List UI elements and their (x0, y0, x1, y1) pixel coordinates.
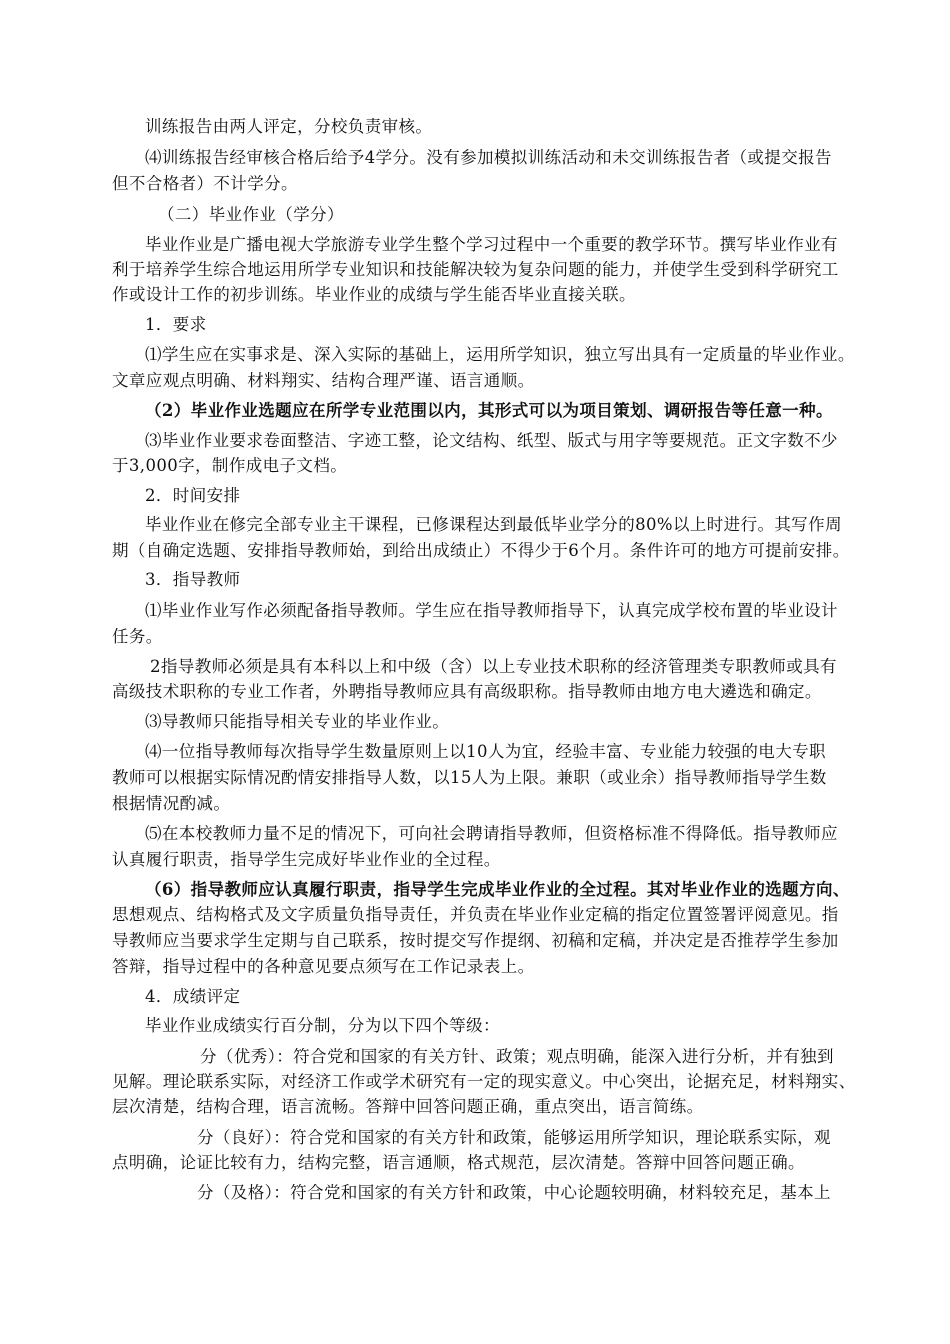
text-line: 见解。理论联系实际，对经济工作或学术研究有一定的现实意义。中心突出，论据充足，材料翔实、 (112, 1072, 856, 1091)
text-line: 分（优秀）：符合党和国家的有关方针、政策；观点明确，能深入进行分析，并有独到 (200, 1047, 834, 1066)
subsection-heading: 3．指导教师 (145, 570, 241, 589)
text-line: 于3,000字，制作成电子文档。 (112, 456, 348, 475)
section-heading: （二）毕业作业（学分） (158, 205, 344, 224)
text-line: 文章应观点明确、材料翔实、结构合理严谨、语言通顺。 (112, 371, 535, 390)
subsection-heading: 4．成绩评定 (145, 987, 241, 1006)
text-line: 认真履行职责，指导学生完成好毕业作业的全过程。 (112, 850, 501, 869)
text-line: （2）毕业作业选题应在所学专业范围以内，其形式可以为项目策划、调研报告等任意一种。 (145, 401, 833, 420)
text-line: 教师可以根据实际情况酌情安排指导人数，以15人为上限。兼职（或业余）指导教师指导学生数 (112, 768, 827, 787)
text-line: ⑸在本校教师力量不足的情况下，可向社会聘请指导教师，但资格标准不得降低。指导教师应 (145, 824, 838, 843)
text-line: 但不合格者）不计学分。 (112, 174, 298, 193)
text-line: 高级技术职称的专业工作者，外聘指导教师应具有高级职称。指导教师由地方电大遴选和确定。 (112, 682, 822, 701)
text-line: ⑴毕业作业写作必须配备指导教师。学生应在指导教师指导下，认真完成学校布置的毕业设计 (145, 601, 838, 620)
text-line: 任务。 (112, 627, 163, 646)
text-line: 答辩，指导过程中的各种意见要点须写在工作记录表上。 (112, 957, 535, 976)
text-line: 毕业作业在修完全部专业主干课程，已修课程达到最低毕业学分的80%以上时进行。其写作周 (145, 515, 842, 534)
text-line: ⑷训练报告经审核合格后给予4学分。没有参加模拟训练活动和未交训练报告者（或提交报告 (145, 148, 832, 167)
subsection-heading: 2．时间安排 (145, 486, 241, 505)
text-line: 分（及格）：符合党和国家的有关方针和政策，中心论题较明确，材料较充足，基本上 (197, 1183, 831, 1202)
text-line: 层次清楚，结构合理，语言流畅。答辩中回答问题正确，重点突出，语言简练。 (112, 1097, 704, 1116)
text-line: 作或设计工作的初步训练。毕业作业的成绩与学生能否毕业直接关联。 (112, 285, 636, 304)
text-line: ⑶毕业作业要求卷面整洁、字迹工整，论文结构、纸型、版式与用字等要规范。正文字数不少 (145, 431, 838, 450)
text-line: ⑴学生应在实事求是、深入实际的基础上，运用所学知识，独立写出具有一定质量的毕业作业。 (145, 345, 855, 364)
text-line: 毕业作业是广播电视大学旅游专业学生整个学习过程中一个重要的教学环节。撰写毕业作业有 (145, 235, 838, 254)
text-line: 思想观点、结构格式及文字质量负指导责任，并负责在毕业作业定稿的指定位置签署评阅意见。指 (112, 905, 839, 924)
text-line: 根据情况酌减。 (112, 794, 231, 813)
text-line: 训练报告由两人评定，分校负责审核。 (145, 117, 433, 136)
text-line: 分（良好）：符合党和国家的有关方针和政策，能够运用所学知识，理论联系实际，观 (197, 1128, 831, 1147)
text-line: 利于培养学生综合地运用所学专业知识和技能解决较为复杂问题的能力，并使学生受到科学研究工 (112, 260, 839, 279)
text-line: ⑶导教师只能指导相关专业的毕业作业。 (145, 712, 450, 731)
subsection-heading: 1．要求 (145, 315, 207, 334)
text-line: 点明确，论证比较有力，结构完整，语言通顺，格式规范，层次清楚。答辩中回答问题正确。 (112, 1153, 805, 1172)
text-line: 导教师应当要求学生定期与自己联系，按时提交写作提纲、初稿和定稿，并决定是否推荐学生参加 (112, 931, 839, 950)
text-line: ⑷一位指导教师每次指导学生数量原则上以10人为宜，经验丰富、专业能力较强的电大专职 (145, 742, 826, 761)
text-line: （6）指导教师应认真履行职责，指导学生完成毕业作业的全过程。其对毕业作业的选题方向、 (145, 880, 850, 899)
text-line: 2指导教师必须是具有本科以上和中级（含）以上专业技术职称的经济管理类专职教师或具有 (150, 657, 837, 676)
text-line: 毕业作业成绩实行百分制，分为以下四个等级： (145, 1016, 500, 1035)
text-line: 期（自确定选题、安排指导教师始，到给出成绩止）不得少于6个月。条件许可的地方可提前安排。 (112, 541, 850, 560)
